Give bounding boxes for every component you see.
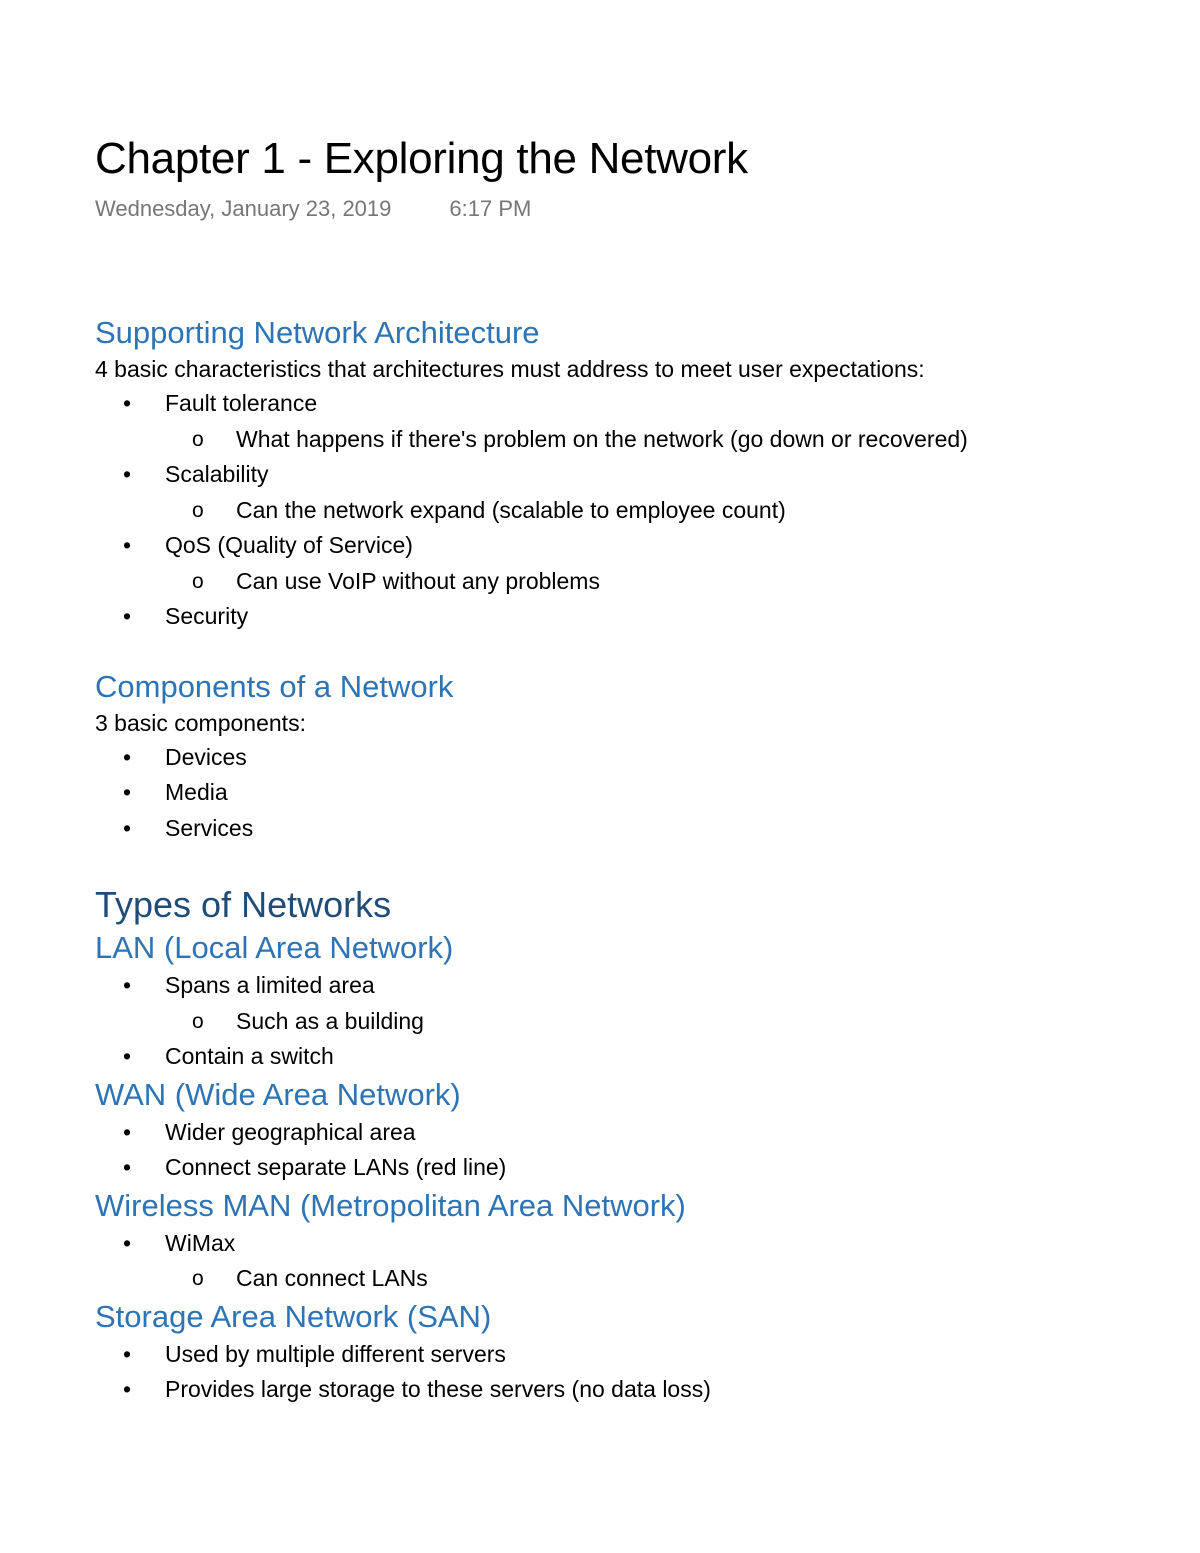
section-types [95,882,1145,1408]
list-item: • WiMax [95,1226,1145,1262]
section-heading: Components of a Network [95,668,454,704]
section-intro: 4 basic characteristics that architectures must address to meet user expectations: [95,356,925,382]
page-time: 6:17 PM [449,196,532,221]
list-item: • Devices [95,740,1145,776]
section-components [95,667,1145,847]
list-item: • Contain a switch [95,1039,1145,1075]
bullet-list [95,740,1145,847]
list-subitem: o Can the network expand (scalable to employee count) [95,493,1145,529]
document-page [95,130,1145,1408]
subsection-heading: Wireless MAN (Metropolitan Area Network) [95,1187,686,1223]
list-item: • Fault tolerance [95,386,1145,422]
section-heading: Supporting Network Architecture [95,315,540,350]
list-item: • Security [95,599,1145,635]
bullet-list [95,1115,1145,1186]
list-item: • Scalability [95,457,1145,493]
bullet-list [95,968,1145,1075]
bullet-list [95,1337,1145,1408]
list-item: • Services [95,811,1145,847]
bullet-list [95,1226,1145,1297]
list-item: • Wider geographical area [95,1115,1145,1151]
list-subitem: o What happens if there's problem on the network (go down or recovered) [95,422,1145,458]
section-architecture [95,313,1145,635]
list-subitem: o Can use VoIP without any problems [95,564,1145,600]
page-date: Wednesday, January 23, 2019 [95,196,392,221]
list-subitem: o Such as a building [95,1004,1145,1040]
section-heading: Types of Networks [95,884,392,925]
bullet-list [95,386,1145,635]
subsection-heading: LAN (Local Area Network) [95,930,454,965]
list-item: • Spans a limited area [95,968,1145,1004]
list-item: • QoS (Quality of Service) [95,528,1145,564]
subsection-heading: Storage Area Network (SAN) [95,1298,492,1334]
section-intro: 3 basic components: [95,709,306,736]
list-item: • Provides large storage to these servers (no data loss) [95,1372,1145,1408]
list-item: • Media [95,775,1145,811]
list-item: • Used by multiple different servers [95,1337,1145,1373]
subsection-heading: WAN (Wide Area Network) [95,1076,461,1112]
page-title: Chapter 1 - Exploring the Network [95,134,748,183]
list-item: • Connect separate LANs (red line) [95,1150,1145,1186]
list-subitem: o Can connect LANs [95,1261,1145,1297]
page-meta [95,194,1145,224]
